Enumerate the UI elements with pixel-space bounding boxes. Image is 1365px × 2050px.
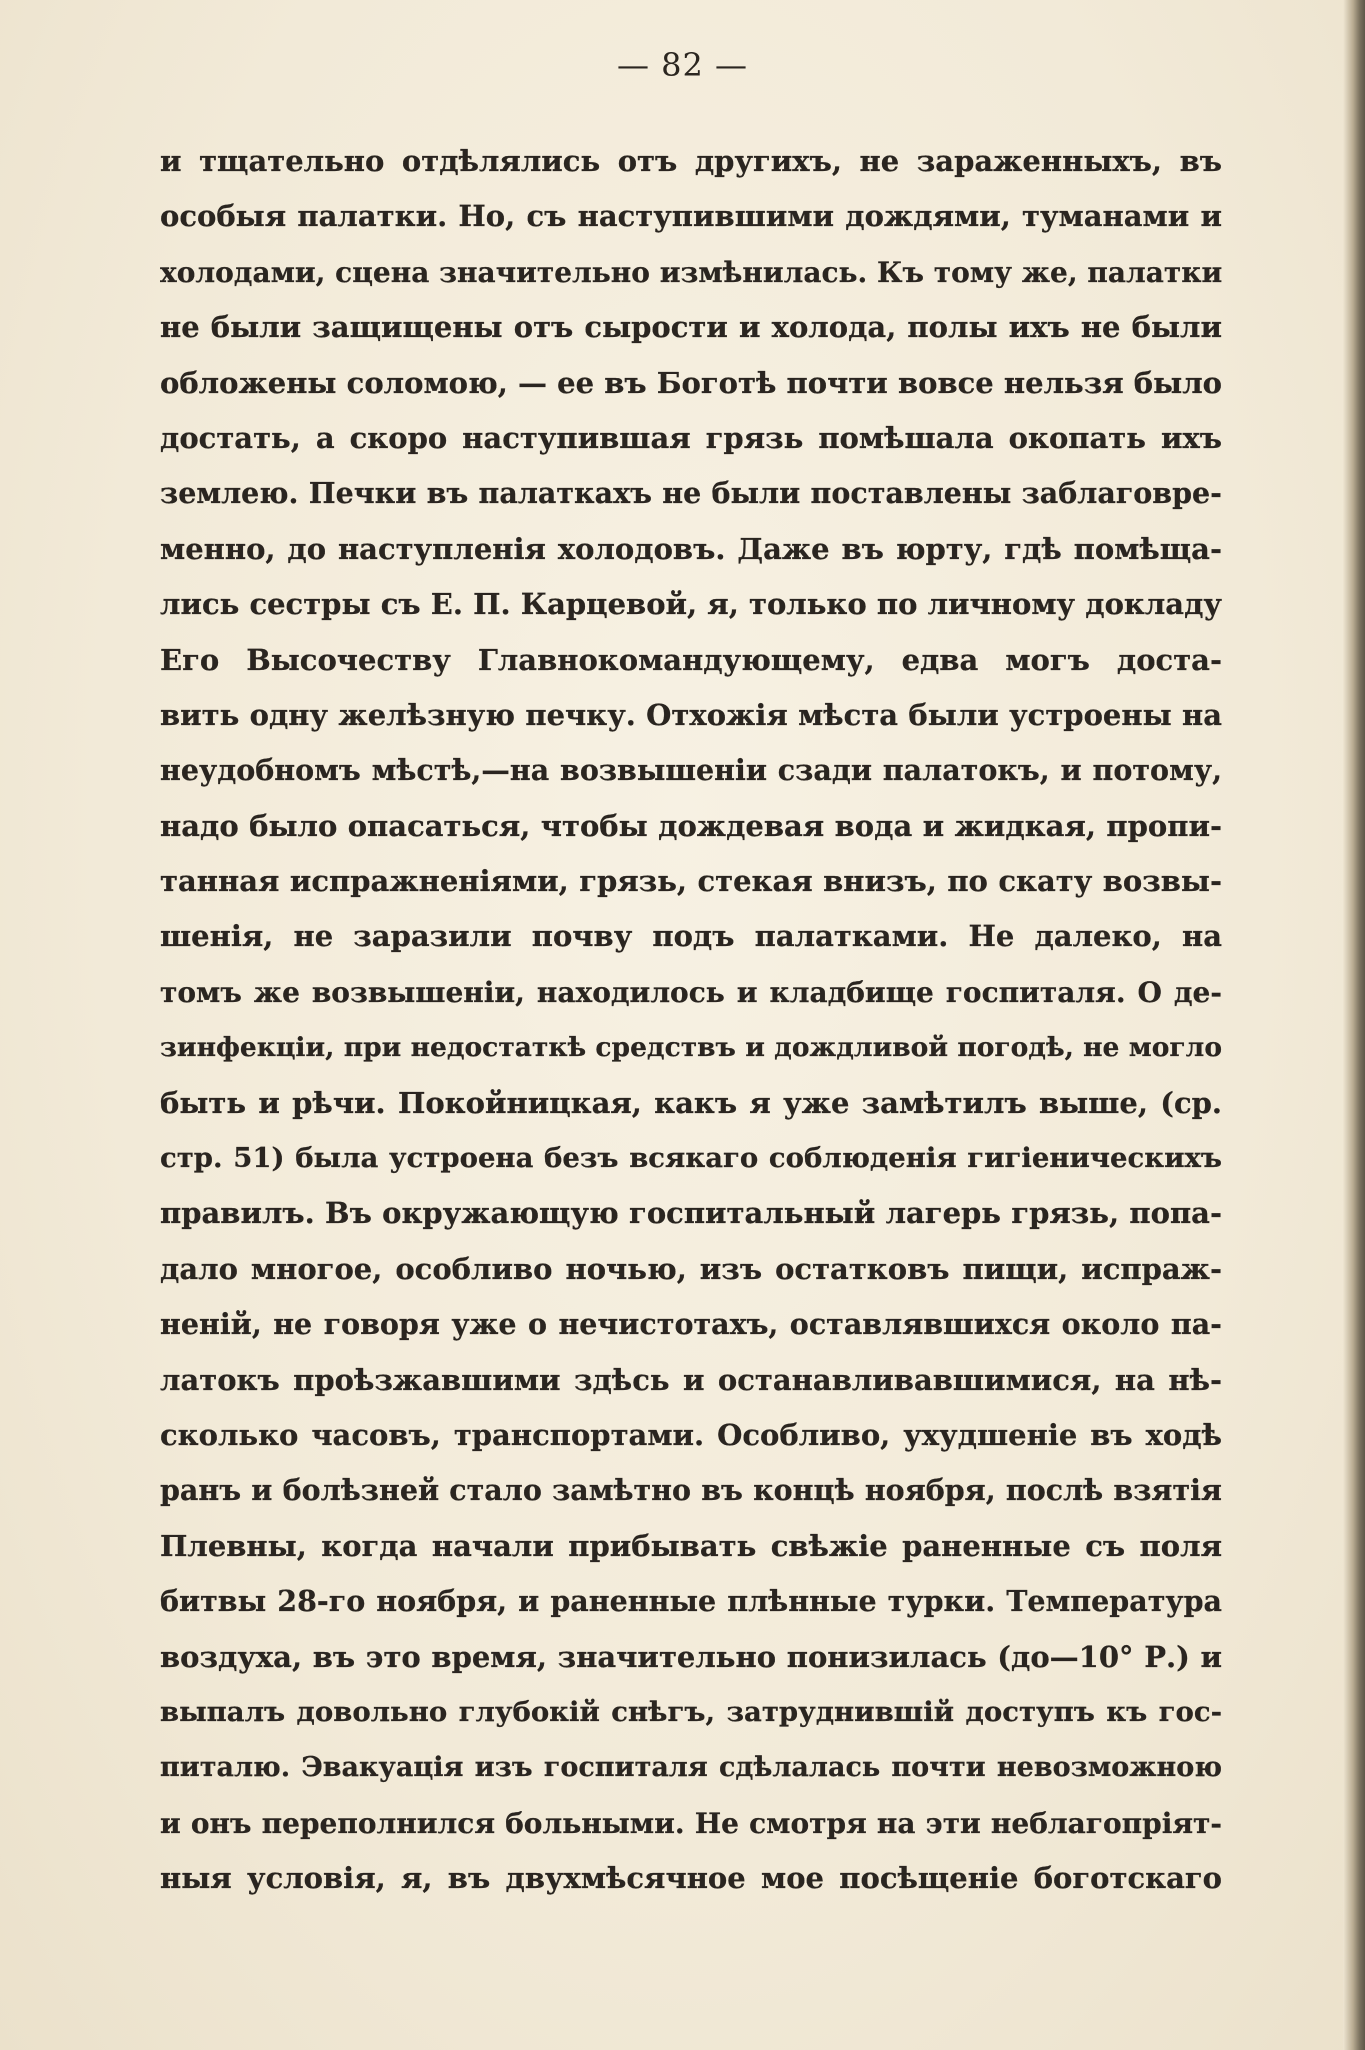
text-line: неній, не говоря уже о нечистотахъ, оставлявшихся около па- [160,1307,1222,1342]
text-line: ныя условія, я, въ двухмѣсячное мое посѣщеніе боготскаго [160,1861,1222,1896]
text-line: неудобномъ мѣстѣ,—на возвышеніи сзади палатокъ, и потому, [160,753,1222,788]
text-line: Его Высочеству Главнокомандующему, едва могъ доста- [160,642,1222,677]
text-line: быть и рѣчи. Покойницкая, какъ я уже замѣтилъ выше, (ср. [160,1085,1222,1120]
text-line: и тщательно отдѣлялись отъ другихъ, не зараженныхъ, въ [160,144,1222,178]
text-line: правилъ. Въ окружающую госпитальный лагерь грязь, попа- [160,1196,1222,1231]
text-line: особыя палатки. Но, съ наступившими дождями, туманами и [160,199,1222,234]
text-line: надо было опасаться, чтобы дождевая вода и жидкая, пропи- [160,808,1222,843]
text-line: томъ же возвышеніи, находилось и кладбище госпиталя. О де- [160,975,1222,1009]
text-line: достать, а скоро наступившая грязь помѣшала окопать ихъ [160,420,1222,455]
text-line: битвы 28-го ноября, и раненные плѣнные турки. Температура [160,1584,1222,1619]
text-line: стр. 51) была устроена безъ всякаго соблюденія гигіеническихъ [160,1142,1222,1175]
text-line: сколько часовъ, транспортами. Особливо, ухудшеніе въ ходѣ [160,1417,1222,1452]
text-line: латокъ проѣзжавшими здѣсь и останавливавшимися, на нѣ- [160,1362,1222,1397]
text-line: и онъ переполнился больными. Не смотря на эти неблагопріят- [160,1806,1222,1840]
text-line: холодами, сцена значительно измѣнилась. Къ тому же, палатки [160,255,1222,289]
text-line: ранъ и болѣзней стало замѣтно въ концѣ ноября, послѣ взятія [160,1473,1222,1508]
text-line: шенія, не заразили почву подъ палатками. Не далеко, на [160,919,1222,954]
text-line: менно, до наступленія холодовъ. Даже въ юрту, гдѣ помѣща- [160,531,1222,566]
text-line: обложены соломою, — ее въ Боготѣ почти вовсе нельзя было [160,365,1222,400]
text-line: лись сестры съ Е. П. Карцевой, я, только по личному докладу [160,587,1222,622]
text-line: воздуха, въ это время, значительно понизилась (до—10° Р.) и [160,1639,1222,1674]
page-edge-shadow [1343,0,1365,2050]
text-line: питалю. Эвакуація изъ госпиталя сдѣлалась почти невозможною [160,1752,1222,1784]
text-line: зинфекціи, при недостаткѣ средствъ и дождливой погодѣ, не могло [160,1032,1222,1064]
text-line: танная испражненіями, грязь, стекая внизъ, по скату возвы- [160,864,1222,899]
text-line: не были защищены отъ сырости и холода, полы ихъ не были [160,310,1222,345]
text-line: выпалъ довольно глубокій снѣгъ, затруднившій доступъ къ гос- [160,1695,1222,1728]
text-line: землею. Печки въ палаткахъ не были поставлены заблаговре- [160,476,1222,511]
text-line: вить одну желѣзную печку. Отхожія мѣста были устроены на [160,697,1222,732]
body-text [160,134,1222,1907]
page-number: — 82 — [616,46,749,84]
text-line: дало многое, особливо ночью, изъ остатковъ пищи, испраж- [160,1251,1222,1286]
text-line: Плевны, когда начали прибывать свѣжіе раненные съ поля [160,1528,1222,1563]
